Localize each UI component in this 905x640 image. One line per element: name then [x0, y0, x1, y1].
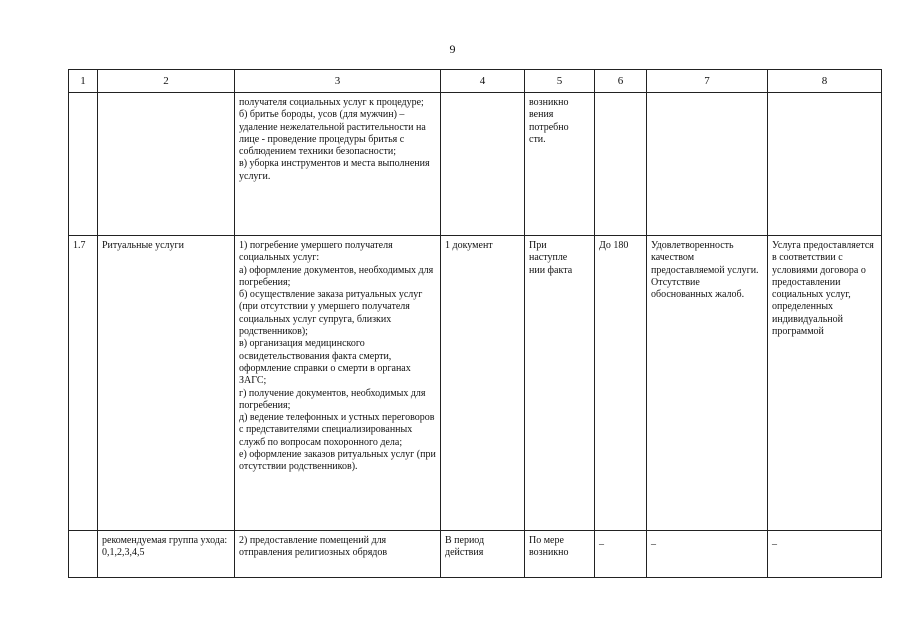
quality-cell	[647, 93, 768, 236]
header-cell: 5	[525, 70, 595, 93]
quality-cell: _	[647, 531, 768, 578]
volume-cell	[441, 93, 525, 236]
table-row	[69, 531, 882, 578]
header-cell: 8	[768, 70, 882, 93]
row-number-cell	[69, 531, 98, 578]
header-cell: 7	[647, 70, 768, 93]
quality-cell: Удовлетворенность качеством предоставляемой услуги. Отсутствие обоснованных жалоб.	[647, 236, 768, 531]
term-cell: При наступле нии факта	[525, 236, 595, 531]
conditions-cell: _	[768, 531, 882, 578]
cost-cell: До 180	[595, 236, 647, 531]
header-cell: 4	[441, 70, 525, 93]
volume-cell: В период действия	[441, 531, 525, 578]
table-row	[69, 236, 882, 531]
service-content-cell: 1) погребение умершего получателя социальных услуг: а) оформление документов, необходимых для погребения; б) осуществление заказа ритуальных услуг (при отсутствии у умершего получателя социальных услуг супруга, близких родственников); в) организация медицинского освидетельствования факта смерти, оформление справки о смерти в органах ЗАГС; г) получение документов, необходимых для погребения; д) ведение телефонных и устных переговоров с представителями специализированных служб по вопросам похоронного дела; е) оформление заказов ритуальных услуг (при отсутствии родственников).	[235, 236, 441, 531]
conditions-cell: Услуга предоставляется в соответствии с условиями договора о предоставлении социальных услуг, определенных индивидуальной программой	[768, 236, 882, 531]
table-header-row	[69, 70, 882, 93]
cost-cell	[595, 93, 647, 236]
row-number-cell: 1.7	[69, 236, 98, 531]
term-cell: По мере возникно	[525, 531, 595, 578]
service-name-cell: Ритуальные услуги	[98, 236, 235, 531]
table-row	[69, 93, 882, 236]
cost-cell: _	[595, 531, 647, 578]
service-name-cell	[98, 93, 235, 236]
volume-cell: 1 документ	[441, 236, 525, 531]
header-cell: 3	[235, 70, 441, 93]
header-cell: 6	[595, 70, 647, 93]
header-cell: 1	[69, 70, 98, 93]
term-cell: возникно вения потребно сти.	[525, 93, 595, 236]
conditions-cell	[768, 93, 882, 236]
page-number: 9	[449, 42, 456, 56]
row-number-cell	[69, 93, 98, 236]
service-content-cell: 2) предоставление помещений для отправления религиозных обрядов	[235, 531, 441, 578]
service-content-cell: получателя социальных услуг к процедуре; б) бритье бороды, усов (для мужчин) – удаление нежелательной растительности на лице - проведение процедуры бритья с соблюдением техники безопасности; в) уборка инструментов и места выполнения услуги.	[235, 93, 441, 236]
services-table	[68, 69, 882, 578]
header-cell: 2	[98, 70, 235, 93]
service-name-cell: рекомендуемая группа ухода: 0,1,2,3,4,5	[98, 531, 235, 578]
